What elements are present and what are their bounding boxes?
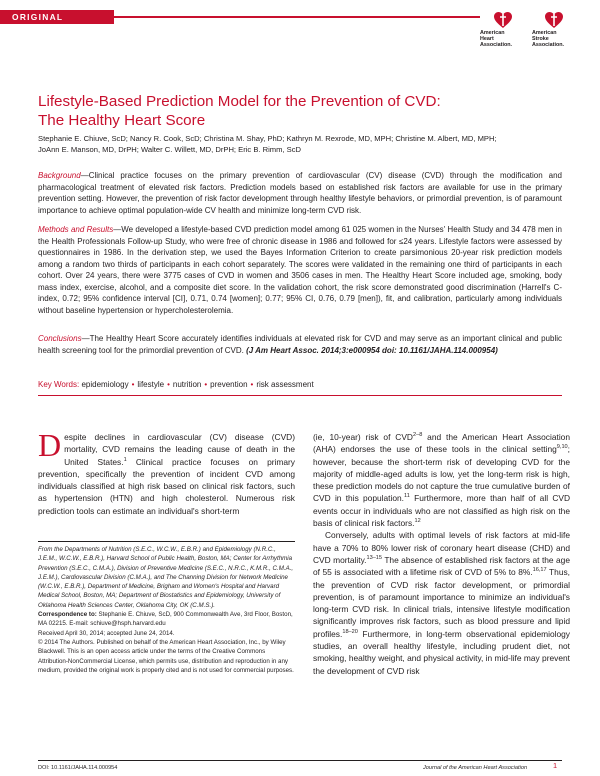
footnotes: [38, 545, 295, 675]
abstract-label: Conclusions: [38, 334, 82, 343]
body-text: Furthermore, more than half of all CVD events occur in individuals who are not classified as high risk on the basis of clinical risk factors.: [313, 493, 570, 529]
aha-logo-line: American: [480, 30, 505, 36]
body-text: Furthermore, in long-term observational epidemiology studies, an overall healthy lifestyle, including prudent diet, not smoking, healthy weight, and physical activity, in mid-life may prevent the development of CVD risk: [313, 628, 570, 676]
keyword-separator: •: [250, 380, 254, 389]
body-text: ; however, because the short-term risk of developing CVD for the majority of middle-aged adults is low, yet the long-term risk is high, these prediction models do not capture the true cumulative burden of CVD in this population.: [313, 444, 570, 504]
citation: (J Am Heart Assoc. 2014;3:e000954 doi: 10.1161/JAHA.114.000954): [246, 345, 498, 355]
body-text: (ie, 10-year) risk of CVD: [313, 432, 413, 442]
keyword: lifestyle: [137, 380, 165, 389]
footnote-rule: [38, 541, 295, 542]
abstract-text: —We developed a lifestyle-based CVD prediction model among 61 025 women in the Nurses' Health Study and 34 478 men in the Health Professionals Follow-up Study, who were free of chronic disease in 1986 and followed for ≤24 years. Lifestyle factors were assessed by questionnaires in 1986. In the derivation step, we used the Bayes Information Criterion to create parsimonious 20-year risk prediction models among a random two thirds of participants in each cohort separately. The scores were validated in the remaining one third of participants in each cohort. Over 24 years, there were 3775 cases of CVD in women and 3506 cases in men. The Healthy Heart Score included age, smoking, body mass index, exercise, alcohol, and a composite diet score. In the validation cohort, the risk score demonstrated good discrimination (Harrell's C-index, 0.72; 95% confidence interval [CI], 0.71, 0.74 [women]; 0.77; 95% CI, 0.76, 0.79 [men]), fit, and calibration, particularly among individuals without baseline hypertension or hypercholesterolemia.: [38, 225, 563, 315]
header-rule: [114, 16, 480, 18]
affiliations: From the Departments of Nutrition (S.E.C., W.C.W., E.B.R.) and Epidemiology (N.R.C., J.E.M., W.C.W., E.B.R.), Harvard School of Public Health, Boston, MA; Center for Arrhythmia Prevention (S.E.C., C.M.A.), Division of Preventive Medicine (S.E.C., N.R.C., K.M.R., C.M.A., J.E.M.), Cardiovascular Division (C.M.A.), and The Channing Division for Network Medicine (W.C.W., E.B.R.), Department of Medicine, Brigham and Women's Hospital and Harvard Medical School, Boston, MA; Department of Biostatistics and Epidemiology, University of Oklahoma Health Sciences Center, Oklahoma City, OK (C.M.S.).: [38, 546, 294, 609]
asa-logo-line: Association.: [532, 42, 565, 49]
aha-logo: [480, 11, 532, 51]
ref-sup: 9,10: [556, 444, 568, 451]
title-line: Lifestyle-Based Prediction Model for the Prevention of CVD:: [38, 93, 441, 110]
body-paragraph: [313, 529, 570, 677]
abstract-rule: [38, 395, 562, 396]
title-line: The Healthy Heart Score: [38, 112, 206, 129]
heart-torch-icon: [493, 11, 513, 29]
abstract-background: [38, 170, 562, 216]
abstract-text: —Clinical practice focuses on the primary prevention of cardiovascular (CV) disease (CVD) through the modification and pharmacological treatment of elevated risk factors. Prediction models based on established risk factors are available for use in the primary prevention setting. However, the prevention of risk factor development through healthy lifestyle behaviors, or primordial prevention, is of paramount importance to achieve optimal population-wide CV health and minimize long-term CVD risk.: [38, 171, 562, 215]
keyword: risk assessment: [256, 380, 314, 389]
body-paragraph: [313, 431, 570, 529]
body-text: Clinical practice focuses on primary prevention, specifically the prevention of incident CVD among individuals classified at high risk based on clinical risk factors, such as hypertension (HTN) and high cholesterol. Numerous risk prediction tools can estimate an individual's short-term: [38, 456, 295, 516]
body-text: Conversely, adults with optimal levels of risk factors at mid-life have a 70% to 80% lower risk of coronary heart disease (CHD) and CVD mortality.: [313, 530, 570, 565]
keyword: epidemiology: [81, 380, 129, 389]
ref-sup: 1: [123, 456, 127, 463]
page-number: 1: [553, 761, 558, 770]
body-text: The absence of established risk factors at the age of 55 is associated with a lifetime risk of CVD of 5% to 8%.: [313, 554, 570, 578]
ref-sup: 16,17: [532, 567, 547, 574]
article-title: [38, 92, 568, 130]
keywords: [38, 379, 562, 390]
author-line: Stephanie E. Chiuve, ScD; Nancy R. Cook, ScD; Christina M. Shay, PhD; Kathryn M. Rexrode, MD, MPH; Christine M. Albert, MD, MPH;: [38, 134, 497, 143]
keyword-separator: •: [167, 380, 170, 389]
asa-logo-line: American: [532, 30, 557, 36]
correspondence: [38, 610, 295, 629]
asa-logo-line: Stroke: [532, 36, 549, 43]
aha-logo-line: Association.: [480, 42, 513, 49]
keyword-separator: •: [131, 380, 135, 389]
correspondence-label: Correspondence to:: [38, 611, 97, 619]
body-paragraph: [38, 427, 295, 517]
correspondence-text: Stephanie E. Chiuve, ScD, 900 Commonwealth Ave, 3rd Floor, Boston, MA 02215. E-mail: schiuve@hsph.harvard.edu: [38, 611, 293, 628]
footer-doi: DOI: 10.1161/JAHA.114.000954: [38, 765, 118, 771]
ref-sup: 13–15: [366, 555, 383, 562]
footer-rule: [38, 760, 562, 761]
author-line: JoAnn E. Manson, MD, DrPH; Walter C. Willett, MD, DrPH; Eric B. Rimm, ScD: [38, 145, 302, 154]
body-text: espite declines in cardiovascular (CV) disease (CVD) mortality, CVD remains the leading cause of death in the United States.: [64, 432, 295, 467]
drop-cap: D: [38, 427, 62, 463]
abstract-conclusions: [38, 333, 562, 356]
keywords-label: Key Words:: [38, 380, 80, 389]
keyword: nutrition: [172, 380, 202, 389]
keyword: prevention: [210, 380, 248, 389]
section-label: ORIGINAL RESEARCH: [0, 10, 114, 24]
ref-sup: 12: [414, 518, 421, 525]
ref-sup: 2–8: [412, 432, 423, 439]
ref-sup: 11: [404, 493, 410, 500]
heart-torch-icon: [544, 11, 564, 29]
aha-logo-line: Heart: [480, 36, 494, 43]
keyword-separator: •: [204, 380, 208, 389]
body-left-column: [38, 427, 295, 517]
license-text: © 2014 The Authors. Published on behalf of the American Heart Association, Inc., by Wiley Blackwell. This is an open access article under the terms of the Creative Commons Attribution-NonCommercial License, which permits use, distribution and reproduction in any medium, provided the original work is properly cited and is not used for commercial purposes.: [38, 638, 294, 674]
ref-sup: 18–20: [342, 628, 358, 635]
received-date: Received April 30, 2014; accepted June 24, 2014.: [38, 629, 175, 637]
author-list: [38, 133, 568, 155]
abstract-label: Methods and Results: [38, 225, 114, 234]
abstract-text: —The Healthy Heart Score accurately identifies individuals at elevated risk for CVD and may serve as an important clinical and public health screening tool for the primordial prevention of CVD.: [38, 334, 562, 355]
abstract-methods: [38, 224, 562, 316]
body-text: and the American Heart Association (AHA) endorses the use of these tools in the clinical setting: [313, 432, 570, 455]
asa-logo: [532, 11, 592, 51]
body-text: Thus, the prevention of CVD risk factor development, or primordial prevention, is of paramount importance to minimize an individual's long-term CVD risk. In clinical trials, intensive lifestyle modification significantly improves risk factors, such as blood pressure and lipid profiles.: [313, 567, 570, 639]
body-right-column: [313, 431, 570, 677]
footer-journal: Journal of the American Heart Association: [423, 765, 528, 771]
abstract-label: Background: [38, 171, 81, 180]
